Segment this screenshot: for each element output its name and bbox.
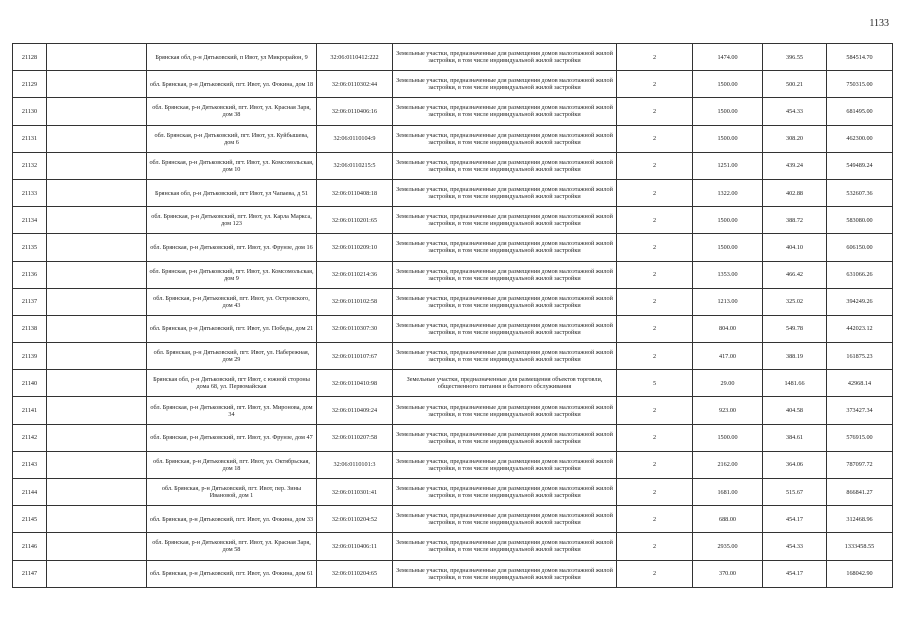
- table-row: [13, 506, 893, 533]
- cadastral-value-cell: 631066.26: [827, 261, 893, 288]
- cadastral-value-cell: 373427.34: [827, 397, 893, 424]
- spacer-cell: [47, 261, 147, 288]
- spacer-cell: [47, 370, 147, 397]
- rate-cell: 549.78: [763, 315, 827, 342]
- registry-body: [13, 44, 893, 588]
- area-cell: 1500.00: [693, 125, 763, 152]
- table-row: [13, 234, 893, 261]
- cadastral-number-cell: 32:06:0110101:3: [317, 451, 393, 478]
- spacer-cell: [47, 343, 147, 370]
- row-number: 21144: [13, 479, 47, 506]
- address-cell: обл. Брянская, р-н Дятьковский, пгт. Ивот, ул. Островского, дом 43: [147, 288, 317, 315]
- table-row: [13, 451, 893, 478]
- land-use-cell: Земельные участки, предназначенные для размещения домов малоэтажной жилой застройки, в том числе индивидуальной жилой застройки: [393, 98, 617, 125]
- land-use-cell: Земельные участки, предназначенные для размещения домов малоэтажной жилой застройки, в том числе индивидуальной жилой застройки: [393, 397, 617, 424]
- area-cell: 29.00: [693, 370, 763, 397]
- cadastral-number-cell: 32:06:0110406:11: [317, 533, 393, 560]
- rate-cell: 500.21: [763, 71, 827, 98]
- land-use-cell: Земельные участки, предназначенные для размещения домов малоэтажной жилой застройки, в том числе индивидуальной жилой застройки: [393, 207, 617, 234]
- cadastral-value-cell: 168042.90: [827, 560, 893, 587]
- rate-cell: 404.58: [763, 397, 827, 424]
- address-cell: обл. Брянская, р-н Дятьковский, пгт. Ивот, ул. Октябрьская, дом 18: [147, 451, 317, 478]
- area-cell: 1681.00: [693, 479, 763, 506]
- land-use-cell: Земельные участки, предназначенные для размещения объектов торговли, общественного питания и бытового обслуживания: [393, 370, 617, 397]
- table-row: [13, 261, 893, 288]
- address-cell: обл. Брянская, р-н Дятьковский, пгт. Ивот, ул. Карла Маркса, дом 123: [147, 207, 317, 234]
- row-number: 21145: [13, 506, 47, 533]
- spacer-cell: [47, 234, 147, 261]
- row-number: 21142: [13, 424, 47, 451]
- area-cell: 1500.00: [693, 207, 763, 234]
- table-row: [13, 179, 893, 206]
- area-cell: 1500.00: [693, 98, 763, 125]
- cadastral-value-cell: 681495.00: [827, 98, 893, 125]
- row-number: 21131: [13, 125, 47, 152]
- area-cell: 688.00: [693, 506, 763, 533]
- table-row: [13, 397, 893, 424]
- row-number: 21130: [13, 98, 47, 125]
- land-use-cell: Земельные участки, предназначенные для размещения домов малоэтажной жилой застройки, в том числе индивидуальной жилой застройки: [393, 234, 617, 261]
- table-row: [13, 479, 893, 506]
- address-cell: обл. Брянская, р-н Дятьковский, пгт. Ивот, ул. Куйбышева, дом 6: [147, 125, 317, 152]
- rate-cell: 325.02: [763, 288, 827, 315]
- row-number: 21140: [13, 370, 47, 397]
- cadastral-value-cell: 442023.12: [827, 315, 893, 342]
- spacer-cell: [47, 533, 147, 560]
- cadastral-value-cell: 42968.14: [827, 370, 893, 397]
- spacer-cell: [47, 207, 147, 234]
- cadastral-number-cell: 32:06:0110207:58: [317, 424, 393, 451]
- cadastral-number-cell: 32:06:0110408:18: [317, 179, 393, 206]
- cadastral-number-cell: 32:06:0110406:16: [317, 98, 393, 125]
- address-cell: обл. Брянская, р-н Дятьковский, пгт. Ивот, ул. Комсомольская, дом 10: [147, 152, 317, 179]
- rate-cell: 402.88: [763, 179, 827, 206]
- table-row: [13, 370, 893, 397]
- rate-cell: 439.24: [763, 152, 827, 179]
- group-cell: 2: [617, 479, 693, 506]
- cadastral-number-cell: 32:06:0110209:10: [317, 234, 393, 261]
- area-cell: 417.00: [693, 343, 763, 370]
- cadastral-number-cell: 32:06:0110307:30: [317, 315, 393, 342]
- area-cell: 2935.00: [693, 533, 763, 560]
- spacer-cell: [47, 451, 147, 478]
- land-use-cell: Земельные участки, предназначенные для размещения домов малоэтажной жилой застройки, в том числе индивидуальной жилой застройки: [393, 533, 617, 560]
- row-number: 21136: [13, 261, 47, 288]
- cadastral-value-cell: 1333458.55: [827, 533, 893, 560]
- spacer-cell: [47, 71, 147, 98]
- land-use-cell: Земельные участки, предназначенные для размещения домов малоэтажной жилой застройки, в том числе индивидуальной жилой застройки: [393, 179, 617, 206]
- spacer-cell: [47, 125, 147, 152]
- row-number: 21134: [13, 207, 47, 234]
- rate-cell: 454.33: [763, 533, 827, 560]
- row-number: 21139: [13, 343, 47, 370]
- group-cell: 2: [617, 288, 693, 315]
- group-cell: 2: [617, 506, 693, 533]
- row-number: 21129: [13, 71, 47, 98]
- group-cell: 2: [617, 315, 693, 342]
- row-number: 21147: [13, 560, 47, 587]
- row-number: 21143: [13, 451, 47, 478]
- rate-cell: 515.67: [763, 479, 827, 506]
- spacer-cell: [47, 152, 147, 179]
- address-cell: обл. Брянская, р-н Дятьковский, пгт. Ивот, ул. Фокина, дом 33: [147, 506, 317, 533]
- cadastral-value-cell: 549489.24: [827, 152, 893, 179]
- cadastral-number-cell: 32:06:0110410:98: [317, 370, 393, 397]
- address-cell: обл. Брянская, р-н Дятьковский, пгт. Ивот, ул. Фрунзе, дом 47: [147, 424, 317, 451]
- land-use-cell: Земельные участки, предназначенные для размещения домов малоэтажной жилой застройки, в том числе индивидуальной жилой застройки: [393, 315, 617, 342]
- cadastral-number-cell: 32:06:0110409:24: [317, 397, 393, 424]
- cadastral-value-cell: 584514.70: [827, 44, 893, 71]
- group-cell: 2: [617, 207, 693, 234]
- cadastral-number-cell: 32:06:0110301:41: [317, 479, 393, 506]
- table-row: [13, 125, 893, 152]
- cadastral-number-cell: 32:06:0110302:44: [317, 71, 393, 98]
- cadastral-value-cell: 576915.00: [827, 424, 893, 451]
- cadastral-value-cell: 866841.27: [827, 479, 893, 506]
- rate-cell: 396.55: [763, 44, 827, 71]
- address-cell: Брянская обл, р-н Дятьковский, пгт Ивот, ул Чапаева, д 51: [147, 179, 317, 206]
- address-cell: обл. Брянская, р-н Дятьковский, пгт. Ивот, ул. Красная Заря, дом 58: [147, 533, 317, 560]
- land-use-cell: Земельные участки, предназначенные для размещения домов малоэтажной жилой застройки, в том числе индивидуальной жилой застройки: [393, 479, 617, 506]
- group-cell: 2: [617, 125, 693, 152]
- area-cell: 1353.00: [693, 261, 763, 288]
- cadastral-value-cell: 606150.00: [827, 234, 893, 261]
- area-cell: 923.00: [693, 397, 763, 424]
- address-cell: обл. Брянская, р-н Дятьковский, пгт. Ивот, ул. Победы, дом 21: [147, 315, 317, 342]
- address-cell: Брянская обл, р-н Дятьковский, п Ивот, ул Микрорайон, 9: [147, 44, 317, 71]
- address-cell: обл. Брянская, р-н Дятьковский, пгт. Ивот, ул. Комсомольская, дом 9: [147, 261, 317, 288]
- row-number: 21138: [13, 315, 47, 342]
- area-cell: 370.00: [693, 560, 763, 587]
- group-cell: 2: [617, 98, 693, 125]
- rate-cell: 364.06: [763, 451, 827, 478]
- cadastral-number-cell: 32:06:0110201:65: [317, 207, 393, 234]
- row-number: 21137: [13, 288, 47, 315]
- rate-cell: 466.42: [763, 261, 827, 288]
- address-cell: обл. Брянская, р-н Дятьковский, пгт. Ивот, ул. Фокина, дом 61: [147, 560, 317, 587]
- land-use-cell: Земельные участки, предназначенные для размещения домов малоэтажной жилой застройки, в том числе индивидуальной жилой застройки: [393, 71, 617, 98]
- row-number: 21133: [13, 179, 47, 206]
- rate-cell: 454.17: [763, 560, 827, 587]
- area-cell: 1474.00: [693, 44, 763, 71]
- rate-cell: 384.61: [763, 424, 827, 451]
- cadastral-value-cell: 394249.26: [827, 288, 893, 315]
- area-cell: 1251.00: [693, 152, 763, 179]
- area-cell: 1500.00: [693, 71, 763, 98]
- area-cell: 1500.00: [693, 424, 763, 451]
- land-use-cell: Земельные участки, предназначенные для размещения домов малоэтажной жилой застройки, в том числе индивидуальной жилой застройки: [393, 343, 617, 370]
- group-cell: 2: [617, 179, 693, 206]
- area-cell: 2162.00: [693, 451, 763, 478]
- cadastral-number-cell: 32:06:0110104:9: [317, 125, 393, 152]
- rate-cell: 454.17: [763, 506, 827, 533]
- page-number: 1133: [869, 18, 889, 29]
- spacer-cell: [47, 98, 147, 125]
- cadastral-value-cell: 532607.36: [827, 179, 893, 206]
- group-cell: 2: [617, 343, 693, 370]
- rate-cell: 308.20: [763, 125, 827, 152]
- group-cell: 2: [617, 397, 693, 424]
- group-cell: 2: [617, 424, 693, 451]
- cadastral-number-cell: 32:06:0110102:58: [317, 288, 393, 315]
- row-number: 21128: [13, 44, 47, 71]
- spacer-cell: [47, 397, 147, 424]
- address-cell: обл. Брянская, р-н Дятьковский, пгт. Ивот, ул. Фрунзе, дом 16: [147, 234, 317, 261]
- address-cell: обл. Брянская, р-н Дятьковский, пгт. Ивот, пер. Зины Ивановой, дом 1: [147, 479, 317, 506]
- cadastral-value-cell: 583080.00: [827, 207, 893, 234]
- table-row: [13, 44, 893, 71]
- land-use-cell: Земельные участки, предназначенные для размещения домов малоэтажной жилой застройки, в том числе индивидуальной жилой застройки: [393, 560, 617, 587]
- land-use-cell: Земельные участки, предназначенные для размещения домов малоэтажной жилой застройки, в том числе индивидуальной жилой застройки: [393, 506, 617, 533]
- table-row: [13, 343, 893, 370]
- table-row: [13, 560, 893, 587]
- group-cell: 2: [617, 261, 693, 288]
- group-cell: 2: [617, 234, 693, 261]
- area-cell: 1322.00: [693, 179, 763, 206]
- spacer-cell: [47, 288, 147, 315]
- cadastral-registry-table: [12, 43, 893, 588]
- land-use-cell: Земельные участки, предназначенные для размещения домов малоэтажной жилой застройки, в том числе индивидуальной жилой застройки: [393, 261, 617, 288]
- cadastral-number-cell: 32:06:0110215:5: [317, 152, 393, 179]
- cadastral-number-cell: 32:06:0110412:222: [317, 44, 393, 71]
- land-use-cell: Земельные участки, предназначенные для размещения домов малоэтажной жилой застройки, в том числе индивидуальной жилой застройки: [393, 288, 617, 315]
- spacer-cell: [47, 424, 147, 451]
- group-cell: 2: [617, 152, 693, 179]
- rate-cell: 404.10: [763, 234, 827, 261]
- land-use-cell: Земельные участки, предназначенные для размещения домов малоэтажной жилой застройки, в том числе индивидуальной жилой застройки: [393, 125, 617, 152]
- table-row: [13, 315, 893, 342]
- land-use-cell: Земельные участки, предназначенные для размещения домов малоэтажной жилой застройки, в том числе индивидуальной жилой застройки: [393, 424, 617, 451]
- spacer-cell: [47, 479, 147, 506]
- table-row: [13, 424, 893, 451]
- row-number: 21141: [13, 397, 47, 424]
- address-cell: Брянская обл, р-н Дятьковский, пгт Ивот, с южной стороны дома 68, ул. Первомайская: [147, 370, 317, 397]
- group-cell: 2: [617, 533, 693, 560]
- cadastral-value-cell: 750315.00: [827, 71, 893, 98]
- cadastral-value-cell: 161875.23: [827, 343, 893, 370]
- cadastral-value-cell: 462300.00: [827, 125, 893, 152]
- table-row: [13, 71, 893, 98]
- spacer-cell: [47, 315, 147, 342]
- address-cell: обл. Брянская, р-н Дятьковский, пгт. Ивот, ул. Набережная, дом 29: [147, 343, 317, 370]
- rate-cell: 454.33: [763, 98, 827, 125]
- table-row: [13, 152, 893, 179]
- cadastral-number-cell: 32:06:0110204:65: [317, 560, 393, 587]
- spacer-cell: [47, 44, 147, 71]
- spacer-cell: [47, 560, 147, 587]
- cadastral-number-cell: 32:06:0110214:36: [317, 261, 393, 288]
- cadastral-number-cell: 32:06:0110107:67: [317, 343, 393, 370]
- table-row: [13, 533, 893, 560]
- address-cell: обл. Брянская, р-н Дятьковский, пгт. Ивот, ул. Фокина, дом 18: [147, 71, 317, 98]
- table-row: [13, 98, 893, 125]
- address-cell: обл. Брянская, р-н Дятьковский, пгт. Ивот, ул. Миронова, дом 34: [147, 397, 317, 424]
- group-cell: 2: [617, 71, 693, 98]
- spacer-cell: [47, 506, 147, 533]
- area-cell: 1500.00: [693, 234, 763, 261]
- row-number: 21135: [13, 234, 47, 261]
- address-cell: обл. Брянская, р-н Дятьковский, пгт. Ивот, ул. Красная Заря, дом 38: [147, 98, 317, 125]
- group-cell: 2: [617, 451, 693, 478]
- rate-cell: 388.72: [763, 207, 827, 234]
- area-cell: 1213.00: [693, 288, 763, 315]
- group-cell: 2: [617, 560, 693, 587]
- table-row: [13, 288, 893, 315]
- land-use-cell: Земельные участки, предназначенные для размещения домов малоэтажной жилой застройки, в том числе индивидуальной жилой застройки: [393, 451, 617, 478]
- rate-cell: 388.19: [763, 343, 827, 370]
- spacer-cell: [47, 179, 147, 206]
- cadastral-value-cell: 312468.96: [827, 506, 893, 533]
- row-number: 21146: [13, 533, 47, 560]
- cadastral-value-cell: 787097.72: [827, 451, 893, 478]
- group-cell: 5: [617, 370, 693, 397]
- rate-cell: 1481.66: [763, 370, 827, 397]
- cadastral-number-cell: 32:06:0110204:52: [317, 506, 393, 533]
- table-row: [13, 207, 893, 234]
- land-use-cell: Земельные участки, предназначенные для размещения домов малоэтажной жилой застройки, в том числе индивидуальной жилой застройки: [393, 44, 617, 71]
- area-cell: 804.00: [693, 315, 763, 342]
- land-use-cell: Земельные участки, предназначенные для размещения домов малоэтажной жилой застройки, в том числе индивидуальной жилой застройки: [393, 152, 617, 179]
- group-cell: 2: [617, 44, 693, 71]
- row-number: 21132: [13, 152, 47, 179]
